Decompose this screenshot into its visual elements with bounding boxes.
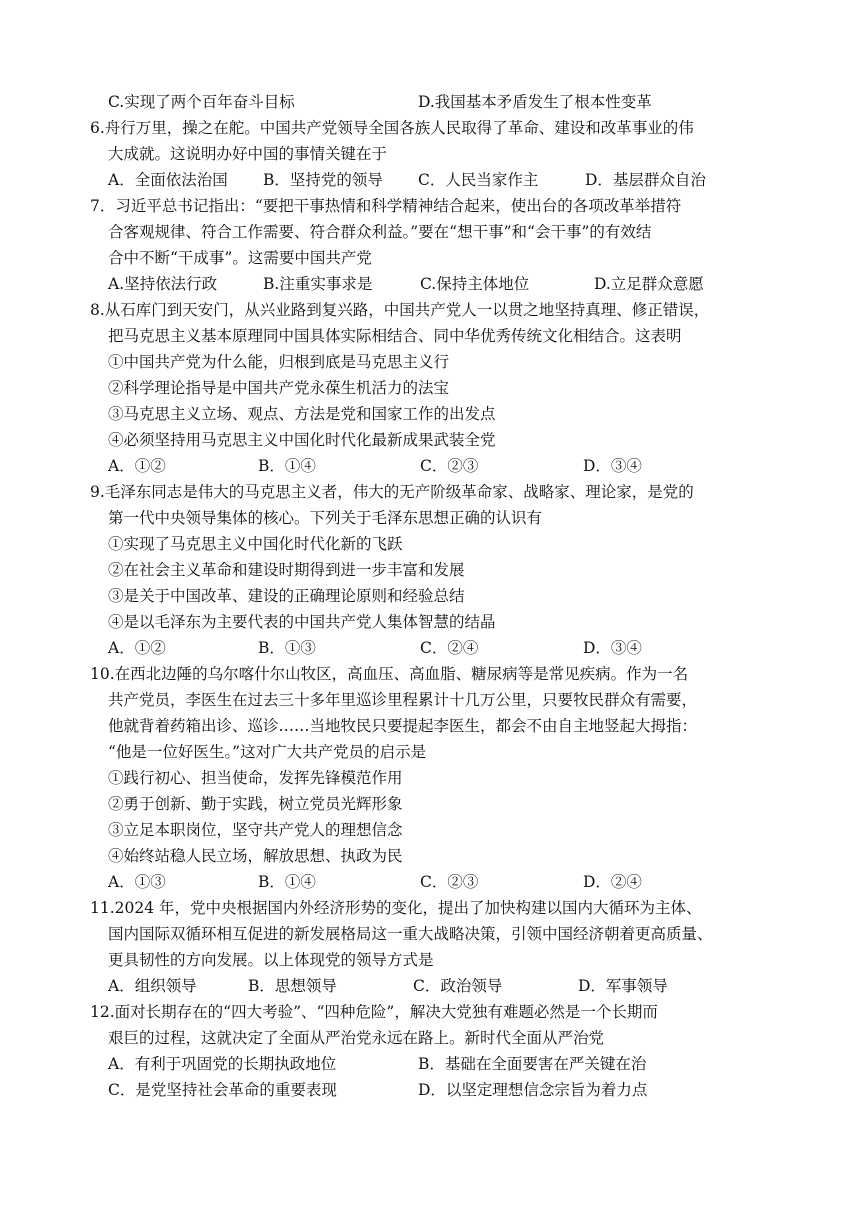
q6-option-b: B．坚持党的领导 — [263, 171, 383, 189]
q10-statement-3: ③立足本职岗位，坚守共产党人的理想信念 — [108, 821, 403, 839]
q8-statement-4: ④必须坚持用马克思主义中国化时代化最新成果武装全党 — [108, 431, 496, 449]
q7-stem-line-3: 合中不断“干成事”。这需要中国共产党 — [108, 249, 372, 267]
q10-stem-line-2: 共产党员，李医生在过去三十多年里巡诊里程累计十几万公里，只要牧民群众有需要， — [108, 691, 698, 709]
q11-stem-line-2: 国内国际双循环相互促进的新发展格局这一重大战略决策，引领中国经济朝着更高质量、 — [108, 925, 713, 943]
q7-option-c: C.保持主体地位 — [420, 275, 530, 293]
q8-option-d: D．③④ — [583, 457, 642, 475]
q9-stem-line-2: 第一代中央领导集体的核心。下列关于毛泽东思想正确的认识有 — [108, 509, 543, 527]
q12-option-a: A．有利于巩固党的长期执政地位 — [108, 1055, 337, 1073]
q9-option-c: C．②④ — [420, 639, 479, 657]
q9-statement-3: ③是关于中国改革、建设的正确理论原则和经验总结 — [108, 587, 465, 605]
q10-option-b: B．①④ — [258, 873, 316, 891]
q7-option-b: B.注重实事求是 — [263, 275, 373, 293]
q11-option-d: D．军事领导 — [578, 977, 668, 995]
q8-option-c: C．②③ — [420, 457, 479, 475]
q9-stem-line-1: 9.毛泽东同志是伟大的马克思主义者，伟大的无产阶级革命家、战略家、理论家，是党的 — [90, 483, 694, 501]
q11-option-c: C．政治领导 — [413, 977, 503, 995]
q7-stem-line-1: 7．习近平总书记指出：“要把干事热情和科学精神结合起来，使出台的各项改革举措符 — [90, 197, 682, 215]
q12-option-b: B．基础在全面要害在严关键在治 — [418, 1055, 647, 1073]
q10-stem-line-4: “他是一位好医生。”这对广大共产党员的启示是 — [108, 743, 427, 761]
q9-statement-2: ②在社会主义革命和建设时期得到进一步丰富和发展 — [108, 561, 465, 579]
q12-stem-line-1: 12.面对长期存在的“四大考验”、“四种危险”，解决大党独有难题必然是一个长期而 — [90, 1003, 658, 1021]
q5-option-c: C.实现了两个百年奋斗目标 — [108, 93, 295, 111]
q10-option-a: A．①③ — [108, 873, 166, 891]
q12-stem-line-2: 艰巨的过程，这就决定了全面从严治党永远在路上。新时代全面从严治党 — [108, 1029, 605, 1047]
q8-option-a: A．①② — [108, 457, 166, 475]
q9-option-b: B．①③ — [258, 639, 316, 657]
q8-statement-2: ②科学理论指导是中国共产党永葆生机活力的法宝 — [108, 379, 450, 397]
q7-stem-line-2: 合客观规律、符合工作需要、符合群众利益。”要在“想干事”和“会干事”的有效结 — [108, 223, 652, 241]
q10-statement-4: ④始终站稳人民立场，解放思想、执政为民 — [108, 847, 403, 865]
q8-stem-line-1: 8.从石库门到天安门，从兴业路到复兴路，中国共产党人一以贯之地坚持真理、修正错误， — [90, 301, 710, 319]
q10-statement-2: ②勇于创新、勤于实践，树立党员光辉形象 — [108, 795, 403, 813]
q9-statement-1: ①实现了马克思主义中国化时代化新的飞跃 — [108, 535, 403, 553]
q12-option-c: C．是党坚持社会革命的重要表现 — [108, 1081, 337, 1099]
q10-statement-1: ①践行初心、担当使命，发挥先锋模范作用 — [108, 769, 403, 787]
q11-stem-line-3: 更具韧性的方向发展。以上体现党的领导方式是 — [108, 951, 434, 969]
q8-statement-1: ①中国共产党为什么能，归根到底是马克思主义行 — [108, 353, 450, 371]
q6-stem-line-2: 大成就。这说明办好中国的事情关键在于 — [108, 145, 388, 163]
q10-stem-line-3: 他就背着药箱出诊、巡诊……当地牧民只要提起李医生，都会不由自主地竖起大拇指： — [108, 717, 698, 735]
q7-option-a: A.坚持依法行政 — [108, 275, 218, 293]
q6-option-d: D．基层群众自治 — [585, 171, 706, 189]
q11-option-a: A．组织领导 — [108, 977, 197, 995]
q10-stem-line-1: 10.在西北边陲的乌尔喀什尔山牧区，高血压、高血脂、糖尿病等是常见疾病。作为一名 — [90, 665, 689, 683]
q10-option-d: D．②④ — [583, 873, 642, 891]
q11-option-b: B．思想领导 — [248, 977, 337, 995]
q8-statement-3: ③马克思主义立场、观点、方法是党和国家工作的出发点 — [108, 405, 496, 423]
q6-stem-line-1: 6.舟行万里，操之在舵。中国共产党领导全国各族人民取得了革命、建设和改革事业的伟 — [90, 119, 694, 137]
q9-option-a: A．①② — [108, 639, 166, 657]
q11-stem-line-1: 11.2024 年，党中央根据国内外经济形势的变化，提出了加快构建以国内大循环为主体、 — [90, 899, 702, 917]
q7-option-d: D.立足群众意愿 — [594, 275, 704, 293]
q8-stem-line-2: 把马克思主义基本原理同中国具体实际相结合、同中华优秀传统文化相结合。这表明 — [108, 327, 682, 345]
q9-statement-4: ④是以毛泽东为主要代表的中国共产党人集体智慧的结晶 — [108, 613, 496, 631]
q10-option-c: C．②③ — [420, 873, 479, 891]
q6-option-c: C．人民当家作主 — [418, 171, 539, 189]
q12-option-d: D．以坚定理想信念宗旨为着力点 — [418, 1081, 648, 1099]
q9-option-d: D．③④ — [583, 639, 642, 657]
q5-option-d: D.我国基本矛盾发生了根本性变革 — [418, 93, 652, 111]
q6-option-a: A．全面依法治国 — [108, 171, 228, 189]
q8-option-b: B．①④ — [258, 457, 316, 475]
